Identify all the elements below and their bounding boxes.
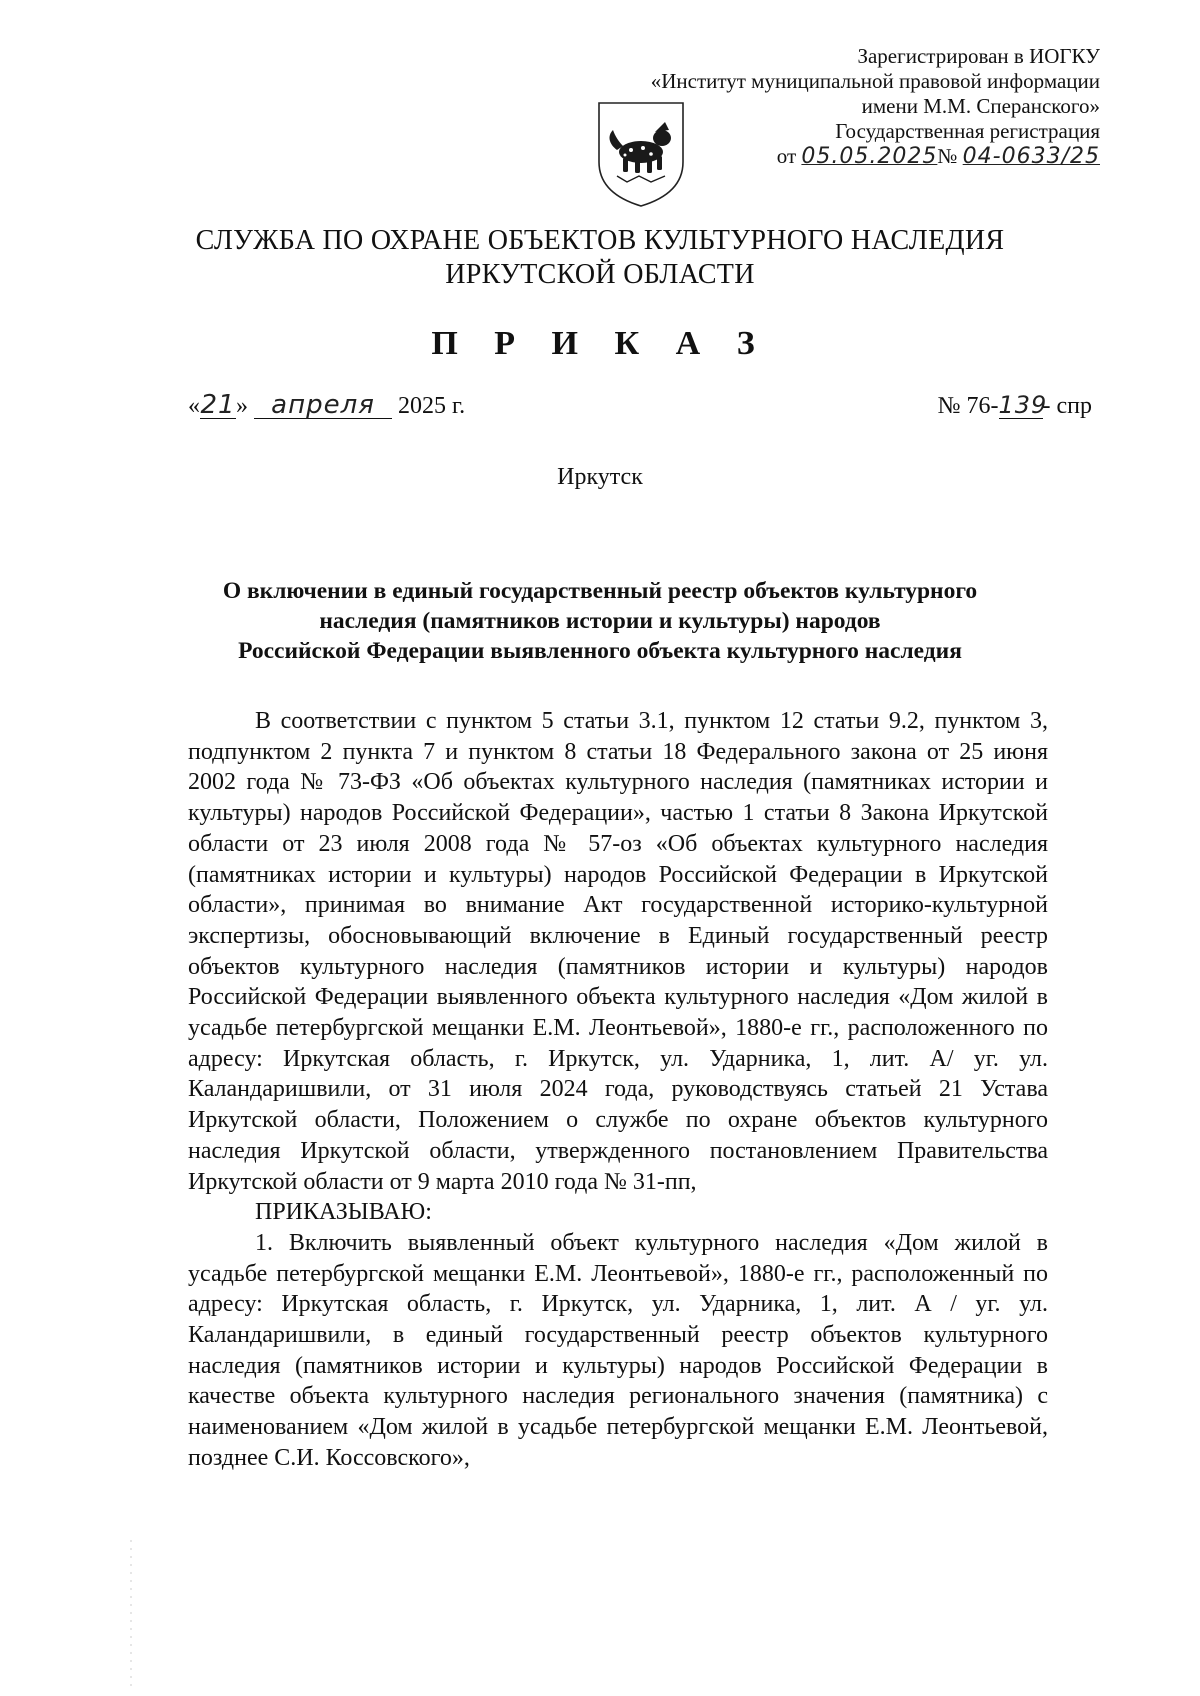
document-type-title: П Р И К А З [431,325,769,362]
registration-line-1: Зарегистрирован в ИОГКУ [857,44,1100,68]
registration-date: 05.05.2025 [801,144,938,169]
subject-line-2: наследия (памятников истории и культуры) народов [319,608,881,634]
registration-number-label: № [937,144,958,168]
order-number-handwritten: 139 [998,391,1048,419]
organization-line-2: ИРКУТСКОЙ ОБЛАСТИ [445,259,755,290]
registration-from-label: от [776,144,797,168]
registration-line-4: Государственная регистрация [835,119,1100,143]
date-open-quote: « [188,393,200,419]
order-date [188,392,465,420]
organization-line-1: СЛУЖБА ПО ОХРАНЕ ОБЪЕКТОВ КУЛЬТУРНОГО НАСЛЕДИЯ [195,225,1005,256]
city-name: Иркутск [557,464,643,490]
order-subject [150,576,1050,666]
margin-mark [130,1540,132,1690]
date-month: апреля [254,392,392,419]
order-body [188,706,1048,1474]
date-close-quote: » [236,393,248,419]
order-number-prefix: № 76- [937,393,999,419]
organization-name [0,224,1200,292]
registration-number: 04-0633/25 [962,144,1100,169]
order-number-suffix: - спр [1042,393,1092,419]
order-word: ПРИКАЗЫВАЮ: [255,1199,432,1226]
subject-line-1: О включении в единый государственный реестр объектов культурного [222,578,978,604]
registration-line-2: «Институт муниципальной правовой информации [650,69,1100,93]
subject-line-3: Российской Федерации выявленного объекта культурного наследия [238,638,962,664]
preamble-paragraph: В соответствии с пунктом 5 статьи 3.1, пунктом 12 статьи 9.2, пунктом 3, подпунктом 2 пункта 7 и пунктом 8 статьи 18 Федерального закона от 25 июня 2002 года № 73-ФЗ «Об объектах культурного наследия (памятниках истории и культуры) народов Российской Федерации», частью 1 статьи 8 Закона Иркутской области от 23 июля 2008 года № 57-оз «Об объектах культурного наследия (памятниках истории и культуры) народов Российской Федерации в Иркутской области», принимая во внимание Акт государственной историко-культурной экспертизы, обосновывающий включение в Единый государственный реестр объектов культурного наследия (памятников истории и культуры) народов Российской Федерации выявленного объекта культурного наследия «Дом жилой в усадьбе петербургской мещанки Е.М. Леонтьевой», 1880-е гг., расположенного по адресу: Иркутская область, г. Иркутск, ул. Ударника, 1, лит. А/ уг. ул. Каландаришвили, от 31 июля 2024 года, руководствуясь статьей 21 Устава Иркутской области, Положением о службе по охране объектов культурного наследия Иркутской области, утвержденного постановлением Правительства Иркутской области от 9 марта 2010 года № 31-пп, [188,708,1048,1195]
date-day: 21 [200,390,236,420]
order-number [938,392,1092,420]
date-year: 2025 г. [398,393,466,419]
registration-line-3: имени М.М. Сперанского» [861,94,1100,118]
irkutsk-coat-of-arms-icon [595,100,687,208]
order-item-1: 1. Включить выявленный объект культурного наследия «Дом жилой в усадьбе петербургской мещанки Е.М. Леонтьевой», 1880-е гг., расположенный по адресу: Иркутская область, г. Иркутск, ул. Ударника, 1, лит. А / уг. ул. Каландаришвили, в единый государственный реестр объектов культурного наследия (памятников истории и культуры) народов Российской Федерации в качестве объекта культурного наследия регионального значения (памятника) с наименованием «Дом жилой в усадьбе петербургской мещанки Е.М. Леонтьевой, позднее С.И. Коссовского», [188,1229,1048,1471]
